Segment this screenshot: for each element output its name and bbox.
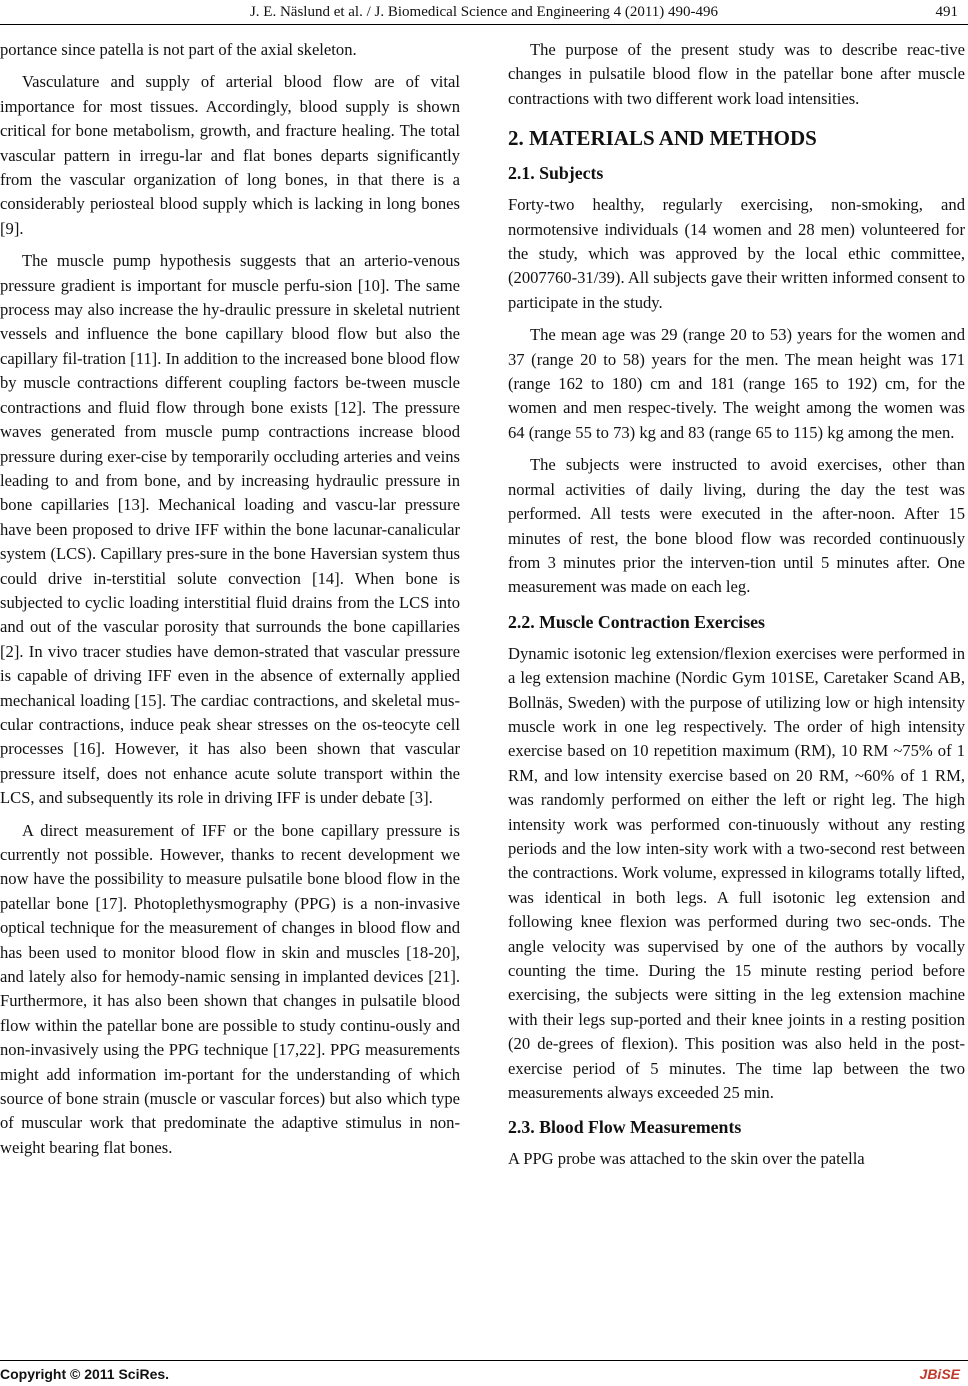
paragraph: The purpose of the present study was to describe reac-tive changes in pulsatile blood flow in the patellar bone after muscle contractions with two different work load intensities. <box>508 40 965 108</box>
paragraph: The subjects were instructed to avoid exercises, other than normal activities of daily living, during the day the test was performed. All tests were executed in the after-noon. After 15 minutes of rest, the bone blood flow was recorded continuously from 3 minutes prior the interven-tion until 5 minutes after. One measurement was made on each leg. <box>508 455 965 597</box>
subsection-heading-exercises: 2.2. Muscle Contraction Exercises <box>508 611 765 632</box>
paragraph: Vasculature and supply of arterial blood flow are of vital importance for most tissues. Accordingly, blood supply is shown critical for bone metabolism, growth, and fracture healing. The total vascular pattern in irregu-lar and flat bones departs significantly from the vascular organization of long bones, in that there is a considerably periosteal blood supply which is lacking in long bones [9]. <box>0 72 460 238</box>
paragraph: Dynamic isotonic leg extension/flexion exercises were performed in a leg extension machine (Nordic Gym 101SE, Caretaker Scand AB, Bollnäs, Sweden) with the purpose of utilizing low or high intensity muscle work in one leg respectively. The order of high intensity exercise based on 10 repetition maximum (RM), 10 RM ~75% of 1 RM, and low intensity exercise based on 20 RM, ~60% of 1 RM, was randomly performed on either the left or right leg. The high intensity work was performed con-tinuously without any resting periods and the low inten-sity work with a two-second rest between the contractions. Work volume, expressed in kilograms totally lifted, was identical in both legs. A full isotonic leg extension and following knee flexion was performed during two sec-onds. The angle velocity was supervised by one of the authors by vocally counting the time. During the 15 minute resting period before exercising, the subjects were sitting in the leg extension machine with their legs sup-ported and their knee joints in a resting position (20 de-grees of flexion). This position was also held in the post-exercise period of 5 minutes. The time lap between the two measurements always exceeded 25 min. <box>508 643 965 1103</box>
footer-divider <box>0 1360 968 1361</box>
paragraph: The mean age was 29 (range 20 to 53) years for the women and 37 (range 20 to 58) years for the men. The mean height was 171 (range 162 to 180) cm and 181 (range 165 to 192) cm, for the women and men respec-tively. The weight among the women was 64 (range 55 to 73) kg and 83 (range 65 to 115) kg among the men. <box>508 325 965 442</box>
paragraph: portance since patella is not part of the axial skeleton. <box>0 40 357 59</box>
right-column <box>508 38 965 1172</box>
paragraph: A direct measurement of IFF or the bone capillary pressure is currently not possible. However, thanks to recent development we now have the possibility to measure pulsatile bone blood flow in the patellar bone [17]. Photoplethysmography (PPG) is a non-invasive optical technique for the measurement of changes in blood flow and has been used to monitor blood flow in skin and muscles [18-20], and lately also for hemody-namic sensing in implanted devices [21]. Furthermore, it has also been shown that changes in pulsatile blood flow within the patellar bone are possible to study continu-ously and non-invasively using the PPG technique [17,22]. PPG measurements might add information im-portant for the understanding of which source of bone strain (muscle or vascular forces) but also which type of muscular work that predominate the adaptive stimulus in non-weight bearing flat bones. <box>0 820 460 1157</box>
paragraph: A PPG probe was attached to the skin over the patella <box>508 1149 865 1169</box>
copyright-notice: Copyright © 2011 SciRes. <box>0 1366 170 1382</box>
running-header <box>0 0 968 30</box>
paragraph: Forty-two healthy, regularly exercising, non-smoking, and normotensive individuals (14 women and 28 men) volunteered for the study, which was approved by the local ethic committee, (2007760-31/39). All subjects gave their written informed consent to participate in the study. <box>508 195 965 312</box>
subsection-heading-blood-flow: 2.3. Blood Flow Measurements <box>508 1117 742 1138</box>
left-column <box>0 38 460 1160</box>
header-divider <box>0 24 968 25</box>
journal-abbreviation: JBiSE <box>919 1366 960 1382</box>
page-number: 491 <box>935 4 958 20</box>
subsection-heading-subjects: 2.1. Subjects <box>508 163 604 184</box>
running-title: J. E. Näslund et al. / J. Biomedical Science and Engineering 4 (2011) 490-496 <box>249 4 719 20</box>
section-heading: 2. MATERIALS AND METHODS <box>508 126 817 151</box>
paragraph: The muscle pump hypothesis suggests that an arterio-venous pressure gradient is important for muscle perfu-sion [10]. The same process may also increase the hy-draulic pressure in skeletal nutrient vessels and influence the bone capillary blood flow but also the capillary fil-tration [11]. In addition to the increased bone blood flow by muscle contractions different coupling factors be-tween muscle contractions and fluid flow through bone exists [12]. The pressure waves generated from muscle pump contractions increase blood pressure during exer-cise by temporarily occluding arteries and veins leading to and from bone, and by increasing hydraulic pressure in bone capillaries [13]. Mechanical loading and vascu-lar pressure have been proposed to drive IFF within the bone lacunar-canalicular system (LCS). Capillary pres-sure in the bone Haversian system thus could drive in-terstitial solute convection [14]. When bone is subjected to cyclic loading interstitial fluid drains from the LCS into and out of the vascular porosity that surrounds the bone capillaries [2]. In vivo tracer studies have demon-strated that vascular pressure is capable of driving IFF even in the absence of externally applied mechanical loading [15]. The cardiac contractions, and skeletal mus-cular contractions, induce peak shear stresses on the os-teocyte cell processes [16]. However, it has also been shown that vascular pressure itself, does not enhance acute solute transport within the LCS, and subsequently its role in driving IFF is under debate [3]. <box>0 251 460 808</box>
